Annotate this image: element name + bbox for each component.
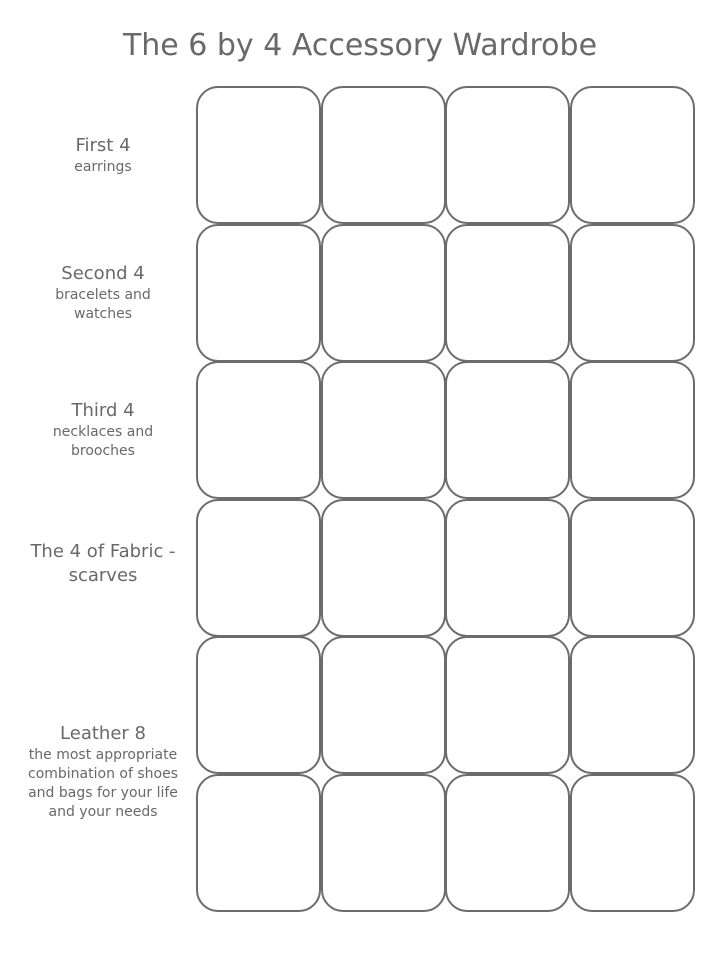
- row-heading: Leather 8: [60, 723, 146, 744]
- grid-cell: [196, 636, 321, 774]
- grid-cell: [321, 636, 446, 774]
- row-heading: First 4: [75, 135, 131, 156]
- grid-cell: [321, 499, 446, 637]
- grid-cell: [196, 224, 321, 362]
- grid-cell: [445, 86, 570, 224]
- row-heading: The 4 of Fabric - scarves: [30, 541, 176, 586]
- grid-cell: [570, 636, 695, 774]
- grid-cell: [321, 224, 446, 362]
- grid-cell: [196, 774, 321, 912]
- grid-cell: [570, 774, 695, 912]
- accessory-grid: [196, 86, 694, 912]
- row-heading: Third 4: [71, 400, 135, 421]
- row-label-fabric: [14, 540, 192, 588]
- row-subtitle: bracelets and watches: [55, 287, 151, 322]
- page-title: The 6 by 4 Accessory Wardrobe: [122, 28, 598, 63]
- grid-cell: [445, 774, 570, 912]
- grid-cell: [321, 774, 446, 912]
- row-label-leather-8: [20, 722, 186, 822]
- grid-cell: [445, 224, 570, 362]
- grid-cell: [570, 361, 695, 499]
- row-subtitle: necklaces and brooches: [52, 424, 154, 459]
- grid-cell: [570, 499, 695, 637]
- grid-cell: [196, 86, 321, 224]
- row-label-first-4: [18, 134, 188, 177]
- row-label-third-4: [36, 399, 170, 461]
- grid-cell: [196, 361, 321, 499]
- grid-cell: [321, 361, 446, 499]
- grid-cell: [445, 499, 570, 637]
- grid-cell: [570, 224, 695, 362]
- grid-cell: [445, 636, 570, 774]
- row-subtitle: earrings: [74, 159, 132, 175]
- row-label-second-4: [36, 262, 170, 324]
- grid-cell: [321, 86, 446, 224]
- grid-cell: [196, 499, 321, 637]
- row-heading: Second 4: [61, 263, 145, 284]
- row-subtitle: the most appropriate combination of shoes and bags for your life and your needs: [28, 747, 178, 820]
- grid-cell: [445, 361, 570, 499]
- grid-cell: [570, 86, 695, 224]
